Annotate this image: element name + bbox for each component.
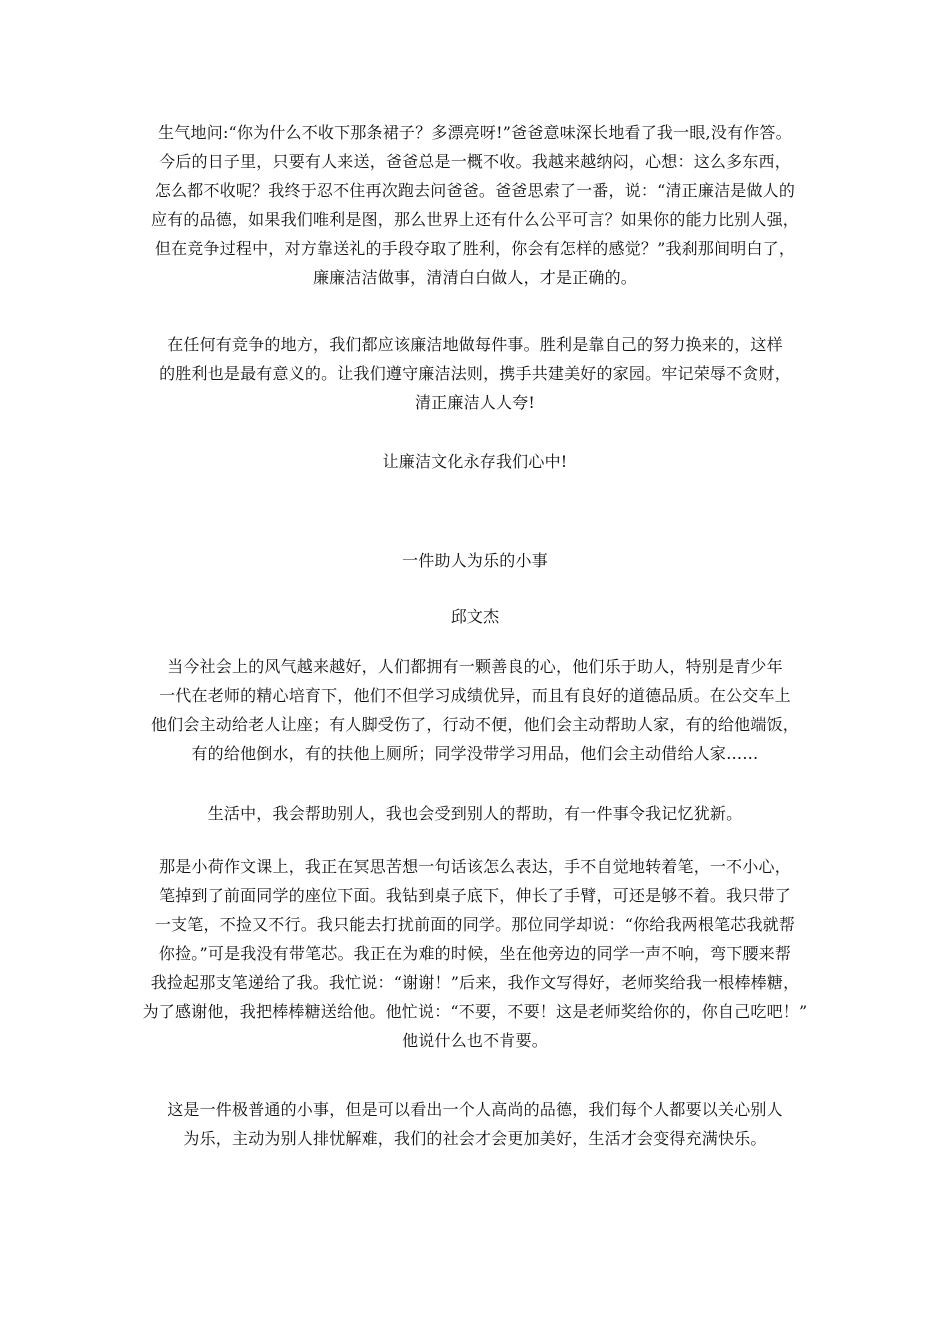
text-line: 让廉洁文化永存我们心中! bbox=[382, 452, 568, 471]
text-line: 当今社会上的风气越来越好，人们都拥有一颗善良的心，他们乐于助人，特别是青少年 bbox=[167, 657, 783, 676]
text-line: 一支笔，不捡又不行。我只能去打扰前面的同学。那位同学却说：“你给我两根笔芯我就帮 bbox=[154, 915, 796, 934]
text-line: 在任何有竞争的地方，我们都应该廉洁地做每件事。胜利是靠自己的努力换来的，这样 bbox=[167, 335, 783, 354]
paragraph-pen-story bbox=[135, 852, 815, 1055]
text-line: 为乐，主动为别人排忧解难，我们的社会才会更加美好，生活才会变得充满快乐。 bbox=[183, 1129, 767, 1148]
paragraph-dad-refuses-gifts bbox=[135, 118, 815, 292]
text-line: 他们会主动给老人让座；有人脚受伤了，行动不便，他们会主动帮助人家，有的给他端饭， bbox=[150, 715, 799, 734]
text-line: 生气地问:“你为什么不收下那条裙子？多漂亮呀!”爸爸意味深长地看了我一眼,没有作答。 bbox=[158, 123, 792, 142]
text-line: 为了感谢他，我把棒棒糖送给他。他忙说：“不要，不要！这是老师奖给你的，你自己吃吧！” bbox=[142, 1002, 808, 1021]
paragraph-compete-honestly bbox=[135, 330, 815, 417]
text-line: 那是小荷作文课上，我正在冥思苦想一句话该怎么表达，手不自觉地转着笔，一不小心， bbox=[159, 857, 791, 876]
text-line: 我捡起那支笔递给了我。我忙说：“谢谢！”后来，我作文写得好，老师奖给我一根棒棒糖， bbox=[150, 973, 800, 992]
author-text: 邱文杰 bbox=[450, 607, 500, 626]
text-line: 怎么都不收呢？我终于忍不住再次跑去问爸爸。爸爸思索了一番，说：“清正廉洁是做人的 bbox=[154, 181, 796, 200]
article-title bbox=[135, 546, 815, 575]
article-author bbox=[135, 602, 815, 631]
text-line: 但在竞争过程中，对方靠送礼的手段夺取了胜利，你会有怎样的感觉？”我刹那间明白了， bbox=[154, 239, 796, 258]
paragraph-memorable-event bbox=[135, 799, 815, 828]
text-line: 笔掉到了前面同学的座位下面。我钻到桌子底下，伸长了手臂，可还是够不着。我只带了 bbox=[159, 886, 791, 905]
text-line: 这是一件极普通的小事，但是可以看出一个人高尚的品德，我们每个人都要以关心别人 bbox=[167, 1100, 783, 1119]
title-text: 一件助人为乐的小事 bbox=[402, 551, 548, 570]
text-line: 生活中，我会帮助别人，我也会受到别人的帮助，有一件事令我记忆犹新。 bbox=[207, 804, 743, 823]
text-line: 廉廉洁洁做事，清清白白做人，才是正确的。 bbox=[312, 268, 637, 287]
paragraph-society-helpful bbox=[135, 652, 815, 768]
text-line: 清正廉洁人人夸! bbox=[414, 393, 536, 412]
text-line: 一代在老师的精心培育下，他们不但学习成绩优异，而且有良好的道德品质。在公交车上 bbox=[159, 686, 791, 705]
text-line: 的胜利也是最有意义的。让我们遵守廉洁法则，携手共建美好的家园。牢记荣辱不贪财， bbox=[159, 364, 791, 383]
text-line: 你捡。”可是我没有带笔芯。我正在为难的时候，坐在他旁边的同学一声不响，弯下腰来帮 bbox=[158, 944, 792, 963]
text-line: 今后的日子里，只要有人来送，爸爸总是一概不收。我越来越纳闷，心想：这么多东西， bbox=[159, 152, 791, 171]
paragraph-closing-slogan bbox=[135, 447, 815, 476]
text-line: 有的给他倒水，有的扶他上厕所；同学没带学习用品，他们会主动借给人家…… bbox=[191, 744, 759, 763]
text-line: 应有的品德，如果我们唯利是图，那么世界上还有什么公平可言？如果你的能力比别人强， bbox=[150, 210, 799, 229]
paragraph-conclusion bbox=[135, 1095, 815, 1153]
text-line: 他说什么也不肯要。 bbox=[402, 1031, 548, 1050]
